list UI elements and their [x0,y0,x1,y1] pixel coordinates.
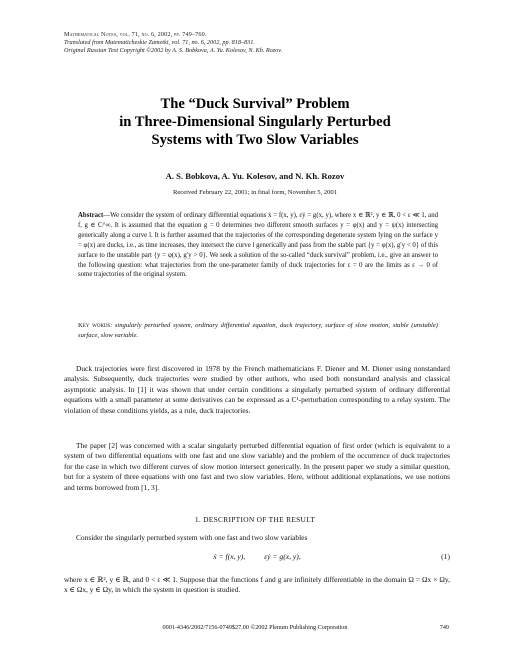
abstract-label: Abstract [78,212,104,219]
body-paragraph-4: where x ∈ ℝ², y ∈ ℝ, and 0 < ε ≪ 1. Suppose that the functions f and g are infinitely differentiable in the domain Ω = Ωx × Ωy, x ∈ Ωx, y ∈ Ωy, in which the system in question is studied. [64,575,450,595]
abstract-text: —We consider the system of ordinary differential equations ẋ = f(x, y), εẏ = g(x, y), where x ∈ ℝ², y ∈ ℝ, 0 < ε ≪ 1, and f, g ∈ C^∞. It is assumed that the equation g = 0 determines two different smooth surfaces y = φ(x) and y = ψ(x) intersecting generically along a curve l. It is further assumed that the trajectories of the corresponding degenerate system lying on the surface y = φ(x) are ducks, i.e., as time increases, they intersect the curve l generically and pass from the stable part {y = φ(x), g′y < 0} of this surface to the unstable part {y = φ(x), g′y > 0}. We seek a solution of the so-called “duck survival” problem, i.e., give an answer to the following question: what trajectories from the one-parameter family of duck trajectories for ε = 0 are the limits as ε → 0 of some trajectories of the original system. [78,212,438,279]
translation-note: Translated from Matematicheskie Zametki, vol. 71, no. 6, 2002, pp. 818–831. [64,39,255,46]
authors: A. S. Bobkova, A. Yu. Kolesov, and N. Kh. Rozov [165,171,345,181]
title-line-1: The “Duck Survival” Problem [160,96,350,112]
copyright-note: Original Russian Text Copyright ©2002 by A. S. Bobkova, A. Yu. Kolesov, N. Kh. Rozov. [64,47,283,54]
keywords [78,321,438,340]
keywords-label: Key words: [78,322,113,329]
section-heading: 1. DESCRIPTION OF THE RESULT [194,515,316,524]
received-dates: Received February 22, 2001; in final form, November 5, 2001 [172,189,338,196]
equation-text: ẋ = f(x, y), εẏ = g(x, y), [213,552,301,561]
equation-number: (1) [441,552,450,561]
footer-publisher: 0001-4346/2002/7156-0749$27.00 ©2002 Plenum Publishing Corporation [162,624,348,631]
title-line-2: in Three-Dimensional Singularly Perturbed [119,114,391,130]
equation-1 [64,552,450,564]
journal-header: Mathematical Notes, vol. 71, no. 6, 2002, pp. 749–760. [64,31,207,38]
title-line-3: Systems with Two Slow Variables [151,132,359,148]
body-paragraph-2: The paper [2] was concerned with a scalar singularly perturbed differential equation of first order (which is equivalent to a system of two differential equations with one fast and one slow variable) and the problem of the occurrence of duck trajectories for the case in which two different curves of slow motion intersect generically. In the present paper we study a similar question, but for a system of three equations with one fast and two slow variables. Here, without additional explanations, we use notions and terms borrowed from [1, 3]. [64,441,450,492]
body-paragraph-3: Consider the singularly perturbed system with one fast and two slow variables [76,533,308,542]
keywords-text: singularly perturbed system, ordinary differential equation, duck trajectory, surface of slow motion, stable (unstable) surface, slow variable. [78,322,439,339]
abstract [78,211,438,280]
body-paragraph-1: Duck trajectories were first discovered in 1978 by the French mathematicians F. Diener and M. Diener using nonstandard analysis. Subsequently, duck trajectories were studied by other authors, who used both nonstandard analysis and classical asymptotic analysis. In [1] it was shown that under certain conditions a singularly perturbed system of ordinary differential equations with a small parameter at some derivatives can be expressed as a C¹-perturbation corresponding to a relay system. The violation of these conditions yields, as a rule, duck trajectories. [64,364,450,415]
page-number: 749 [439,624,449,631]
